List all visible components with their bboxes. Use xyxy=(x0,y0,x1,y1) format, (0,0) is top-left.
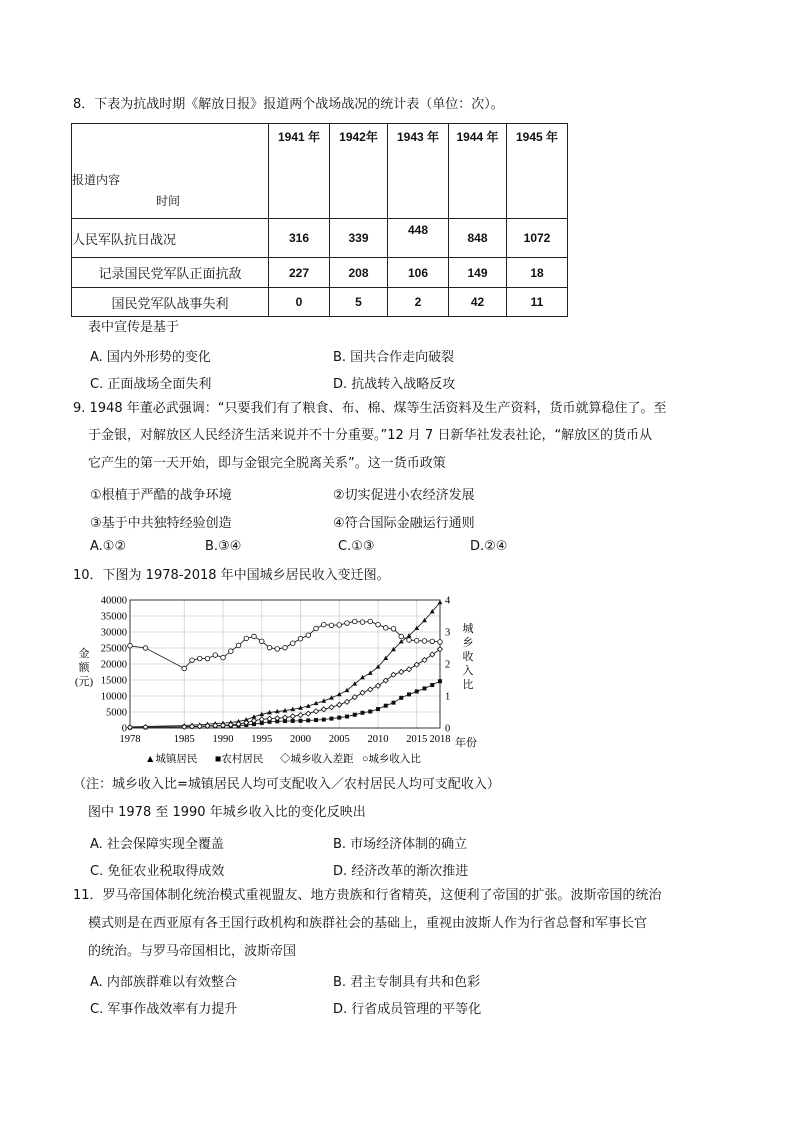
data-point xyxy=(352,681,357,685)
table-cell: 848 xyxy=(449,219,507,258)
data-point xyxy=(314,718,318,722)
data-point xyxy=(383,626,388,631)
data-point xyxy=(321,707,326,712)
ylabel-right-char: 比 xyxy=(462,679,474,691)
ylabel-right-char: 城 xyxy=(462,623,474,635)
table-row xyxy=(72,219,568,258)
data-point xyxy=(228,649,233,654)
x-tick-label: 2000 xyxy=(290,734,311,745)
x-tick-label: 1978 xyxy=(119,734,141,745)
data-point xyxy=(259,639,264,644)
table-cell: 1072 xyxy=(507,219,568,258)
left-tick-label: 10000 xyxy=(100,691,127,703)
data-point xyxy=(399,634,404,639)
left-tick-label: 5000 xyxy=(106,707,127,719)
x-tick-label: 1985 xyxy=(173,734,195,745)
q9-stem-line-3: 它产生的第一天开始，即与金银完全脱离关系”。这一货币政策 xyxy=(88,456,446,471)
data-point xyxy=(299,719,303,723)
data-point xyxy=(314,709,319,714)
data-point xyxy=(407,692,411,696)
table-cell: 339 xyxy=(330,219,388,258)
x-axis-ticks xyxy=(120,734,451,745)
data-point xyxy=(298,636,303,641)
data-point xyxy=(438,640,443,645)
data-point xyxy=(399,639,404,643)
data-point xyxy=(352,695,357,700)
data-point xyxy=(143,646,148,651)
data-point xyxy=(213,653,218,658)
data-point xyxy=(422,639,427,644)
data-point xyxy=(337,702,342,707)
ylabel-right-char: 乡 xyxy=(462,637,474,649)
data-point xyxy=(190,658,195,663)
q9-option-c[interactable]: C.①③ xyxy=(338,539,375,554)
left-tick-label: 25000 xyxy=(100,643,127,655)
data-point xyxy=(314,626,319,631)
data-point xyxy=(368,670,373,674)
table-cell: 106 xyxy=(388,258,449,288)
legend-entry: ○城乡收入比 xyxy=(362,754,421,765)
data-point xyxy=(306,718,310,722)
year-header: 1941 年 xyxy=(269,124,330,219)
q8-option-a[interactable]: A. 国内外形势的变化 xyxy=(90,350,211,365)
data-point xyxy=(290,714,295,719)
data-point xyxy=(360,620,365,625)
table-cell: 149 xyxy=(449,258,507,288)
table-cell: 227 xyxy=(269,258,330,288)
right-axis-ticks xyxy=(445,596,451,735)
q9-item-4: ④符合国际金融运行通则 xyxy=(333,516,475,531)
data-point xyxy=(407,638,412,643)
right-tick-label: 0 xyxy=(445,723,451,735)
data-point xyxy=(368,710,372,714)
data-point xyxy=(345,699,350,704)
left-tick-label: 40000 xyxy=(100,595,127,607)
table-row xyxy=(72,258,568,288)
row-label: 人民军队抗日战况 xyxy=(72,219,269,258)
data-point xyxy=(221,655,226,660)
data-point xyxy=(283,645,288,650)
year-header: 1943 年 xyxy=(388,124,449,219)
table-cell: 18 xyxy=(507,258,568,288)
left-tick-label: 35000 xyxy=(100,611,127,623)
data-point xyxy=(337,716,341,720)
income-chart xyxy=(70,592,490,772)
xlabel: 年份 xyxy=(455,737,477,749)
left-tick-label: 30000 xyxy=(100,627,127,639)
table-row xyxy=(72,288,568,317)
left-tick-label: 0 xyxy=(121,723,127,735)
data-point xyxy=(205,656,210,661)
q8-option-c[interactable]: C. 正面战场全面失利 xyxy=(90,377,212,392)
table-cell: 5 xyxy=(330,288,388,317)
header-label-content: 报道内容 xyxy=(72,173,121,187)
x-tick-label: 2015 xyxy=(406,734,428,745)
data-point xyxy=(423,686,427,690)
data-point xyxy=(321,622,326,627)
q9-option-a[interactable]: A.①② xyxy=(90,539,127,554)
q11-option-a[interactable]: A. 内部族群难以有效整合 xyxy=(90,975,237,990)
ylabel-right xyxy=(463,622,474,691)
left-tick-label: 20000 xyxy=(100,659,127,671)
left-tick-label: 15000 xyxy=(100,675,127,687)
data-point xyxy=(376,683,381,688)
q8-stem: 8．下表为抗战时期《解放日报》报道两个战场战况的统计表（单位：次）。 xyxy=(73,97,504,112)
x-tick-label: 2010 xyxy=(367,734,389,745)
data-point xyxy=(415,689,419,693)
data-point xyxy=(392,701,396,705)
q9-item-2: ②切实促进小农经济发展 xyxy=(333,488,475,503)
q11-stem-line-1: 11．罗马帝国体制化统治模式重视盟友、地方贵族和行省精英，这便利了帝国的扩张。波斯帝国的统治 xyxy=(73,888,662,903)
q9-option-b[interactable]: B.③④ xyxy=(205,539,242,554)
data-point xyxy=(128,643,133,648)
year-header: 1944 年 xyxy=(449,124,507,219)
data-point xyxy=(197,656,202,661)
data-point xyxy=(414,638,419,643)
q8-option-d[interactable]: D. 抗战转入战略反攻 xyxy=(333,377,456,392)
data-point xyxy=(414,662,419,667)
data-point xyxy=(329,705,334,710)
data-point xyxy=(345,715,349,719)
row-label: 记录国民党军队正面抗敌 xyxy=(72,258,269,288)
x-tick-label: 1995 xyxy=(251,734,273,745)
right-tick-label: 3 xyxy=(445,627,451,639)
legend-entry: ◇城乡收入差距 xyxy=(280,754,354,765)
q10-option-d[interactable]: D. 经济改革的渐次推进 xyxy=(333,864,469,879)
data-point xyxy=(267,645,272,650)
table-cell: 316 xyxy=(269,219,330,258)
q8-statistics-table xyxy=(71,123,568,317)
year-header: 1942年 xyxy=(330,124,388,219)
x-tick-label: 1990 xyxy=(212,734,234,745)
data-point xyxy=(252,634,257,639)
data-point xyxy=(352,619,357,624)
table-cell: 0 xyxy=(269,288,330,317)
ylabel-right-char: 入 xyxy=(462,665,474,677)
q11-option-d[interactable]: D. 行省成员管理的平等化 xyxy=(333,1002,482,1017)
table-cell: 448 xyxy=(388,219,449,258)
data-point xyxy=(430,683,434,687)
data-point xyxy=(290,641,295,646)
table-cell: 208 xyxy=(330,258,388,288)
q9-option-d[interactable]: D.②④ xyxy=(470,539,508,554)
data-point xyxy=(368,619,373,624)
chart-legend xyxy=(145,752,421,765)
data-point xyxy=(337,623,342,628)
table-cell: 2 xyxy=(388,288,449,317)
data-point xyxy=(360,690,365,695)
ylabel-left: 金额(元) xyxy=(74,648,94,688)
q11-stem-line-3: 的统治。与罗马帝国相比，波斯帝国 xyxy=(88,944,297,959)
data-point xyxy=(407,667,412,672)
data-point xyxy=(244,636,249,641)
data-point xyxy=(430,639,435,644)
right-tick-label: 2 xyxy=(445,659,451,671)
data-point xyxy=(236,643,241,648)
q9-stem-line-1: 9. 1948 年董必武强调：“只要我们有了粮食、布、棉、煤等生活资料及生产资料，货币就算稳住了。至 xyxy=(73,401,667,416)
data-point xyxy=(376,707,380,711)
data-point xyxy=(275,647,280,652)
data-point xyxy=(376,622,381,627)
right-tick-label: 1 xyxy=(445,691,451,703)
q10-stem: 10．下图为 1978-2018 年中国城乡居民收入变迁图。 xyxy=(73,568,390,583)
data-point xyxy=(306,633,311,638)
q9-item-1: ①根植于严酷的战争环境 xyxy=(90,488,232,503)
data-point xyxy=(368,687,373,692)
row-label: 国民党军队战事失利 xyxy=(72,288,269,317)
x-tick-label: 2005 xyxy=(328,734,350,745)
data-point xyxy=(353,713,357,717)
data-point xyxy=(384,704,388,708)
chart-series xyxy=(128,600,443,730)
legend-entry: ▲城镇居民 xyxy=(145,754,198,765)
data-point xyxy=(322,718,326,722)
data-point xyxy=(329,623,334,628)
ylabel-right-char: 收 xyxy=(462,651,474,663)
q10-option-a[interactable]: A. 社会保障实现全覆盖 xyxy=(90,837,224,852)
data-point xyxy=(345,621,350,626)
q8-option-b[interactable]: B. 国共合作走向破裂 xyxy=(333,350,455,365)
header-label-time: 时间 xyxy=(156,194,181,208)
legend-entry: ■农村居民 xyxy=(215,754,264,765)
data-point xyxy=(438,679,442,683)
data-point xyxy=(360,675,365,679)
table-corner-header xyxy=(72,124,269,219)
data-point xyxy=(291,719,295,723)
data-point xyxy=(182,666,187,671)
data-point xyxy=(399,669,404,674)
q9-stem-line-2: 于金银，对解放区人民经济生活来说并不十分重要。”12 月 7 日新华社发表社论，“解放区的货币从 xyxy=(88,428,653,443)
left-axis-ticks xyxy=(101,596,127,735)
q11-option-b[interactable]: B. 君主专制具有共和色彩 xyxy=(333,975,481,990)
table-cell: 11 xyxy=(507,288,568,317)
q10-option-c[interactable]: C. 免征农业税取得成效 xyxy=(90,864,225,879)
data-point xyxy=(391,627,396,632)
q10-question: 图中 1978 至 1990 年城乡收入比的变化反映出 xyxy=(88,805,366,820)
table-cell: 42 xyxy=(449,288,507,317)
q9-item-3: ③基于中共独特经验创造 xyxy=(90,516,232,531)
x-tick-label: 2018 xyxy=(429,734,451,745)
data-point xyxy=(399,696,403,700)
q10-option-b[interactable]: B. 市场经济体制的确立 xyxy=(333,837,468,852)
data-point xyxy=(298,713,303,718)
data-point xyxy=(330,717,334,721)
year-header: 1945 年 xyxy=(507,124,568,219)
q11-stem-line-2: 模式则是在西亚原有各王国行政机构和族群社会的基础上，重视由波斯人作为行省总督和军事长官 xyxy=(88,916,648,931)
right-tick-label: 4 xyxy=(445,595,451,607)
data-point xyxy=(361,711,365,715)
q11-option-c[interactable]: C. 军事作战效率有力提升 xyxy=(90,1002,238,1017)
q10-note: （注：城乡收入比=城镇居民人均可支配收入／农村居民人均可支配收入） xyxy=(73,777,500,792)
q8-question: 表中宣传是基于 xyxy=(88,320,180,335)
